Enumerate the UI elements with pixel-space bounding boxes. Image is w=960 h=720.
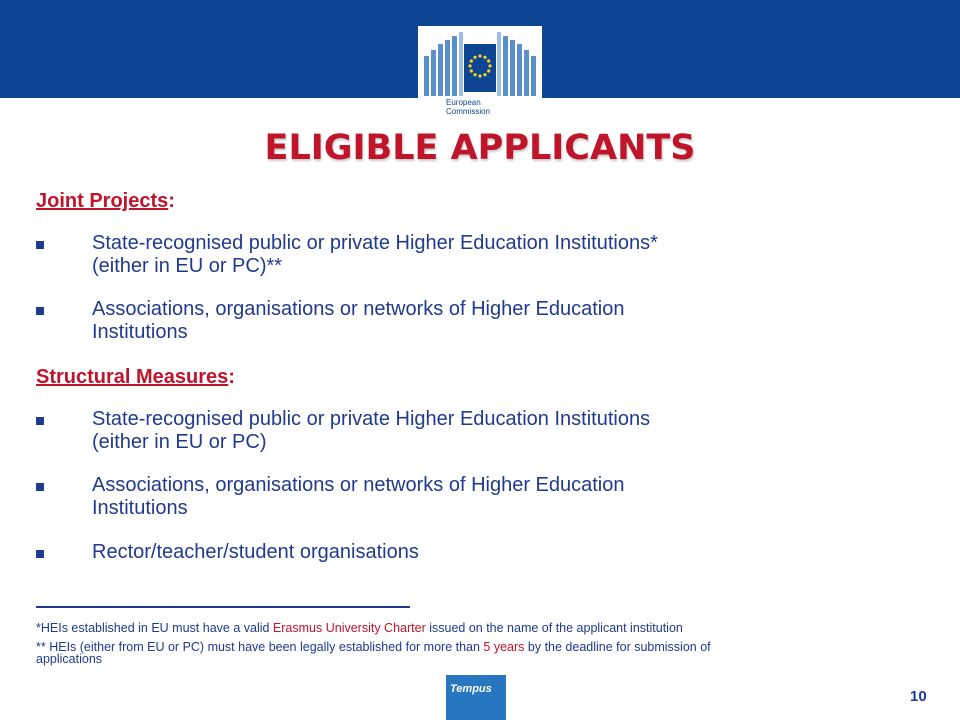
section-heading-colon: : [228, 366, 235, 388]
tempus-logo-text: Tempus [450, 683, 492, 695]
footnote-2 [36, 641, 916, 665]
bullet-line: Rector/teacher/student organisations [92, 541, 419, 563]
logo-caption [446, 98, 490, 116]
section-heading-text: Structural Measures [36, 366, 229, 388]
square-bullet-icon [36, 417, 44, 425]
bullet-line: Institutions [92, 497, 188, 519]
section-heading-structural-measures [36, 366, 235, 389]
bullet-line: Institutions [92, 321, 188, 343]
square-bullet-icon [36, 241, 44, 249]
bullet-line: State-recognised public or private Higher Education Institutions [92, 408, 651, 430]
footnote-text: by the deadline for submission of [524, 640, 711, 654]
footnote-text: *HEIs established in EU must have a valid [36, 621, 273, 635]
footnote-highlight: Erasmus University Charter [272, 621, 426, 635]
footnote-text: applications [36, 652, 103, 666]
bullet-line: (either in EU or PC)** [92, 255, 283, 277]
tempus-logo [446, 675, 506, 720]
logo-line-1: European [446, 98, 481, 107]
european-commission-logo [418, 26, 542, 126]
section-heading-joint-projects [36, 190, 175, 213]
square-bullet-icon [36, 307, 44, 315]
footnote-text: issued on the name of the applicant institution [425, 621, 683, 635]
slide-title: ELIGIBLE APPLICANTS [264, 128, 696, 168]
section-heading-colon: : [168, 190, 175, 212]
logo-line-2: Commission [446, 107, 491, 116]
square-bullet-icon [36, 483, 44, 491]
bullet-line: Associations, organisations or networks of Higher Education [92, 298, 625, 320]
footnote-highlight: 5 years [483, 640, 525, 654]
bullet-line: Associations, organisations or networks of Higher Education [92, 474, 625, 496]
footnote-1 [36, 622, 916, 634]
footnote-text: ** HEIs (either from EU or PC) must have been legally established for more than [36, 640, 484, 654]
square-bullet-icon [36, 550, 44, 558]
section-heading-text: Joint Projects [36, 190, 169, 212]
footnote-divider [36, 606, 410, 608]
bullet-line: (either in EU or PC) [92, 431, 267, 453]
bullet-line: State-recognised public or private Higher Education Institutions* [92, 232, 658, 254]
page-number: 10 [910, 688, 927, 705]
